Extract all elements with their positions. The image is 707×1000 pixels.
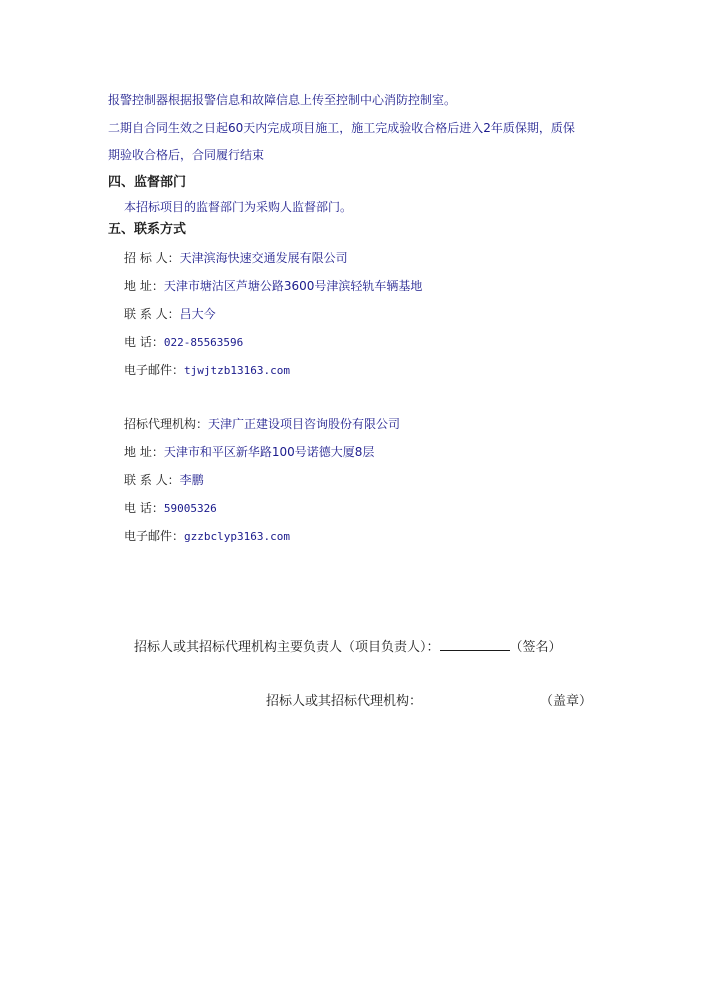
tenderer-contact: 吕大今 xyxy=(179,307,216,321)
agency-address-label: 地 址： xyxy=(124,445,164,459)
agency-contact-label: 联 系 人： xyxy=(124,473,180,487)
tenderer-contact-row xyxy=(124,306,216,322)
signature-line-responsible xyxy=(134,638,562,657)
signature-responsible-suffix: （签名） xyxy=(509,640,562,655)
tenderer-address-row xyxy=(124,278,422,294)
agency-phone: 59005326 xyxy=(163,502,217,515)
supervision-text: 本招标项目的监督部门为采购人监督部门。 xyxy=(124,200,353,214)
tenderer-phone-label: 电 话： xyxy=(124,335,164,349)
tenderer-email-label: 电子邮件： xyxy=(124,363,185,377)
tenderer-contact-label: 联 系 人： xyxy=(124,307,180,321)
tenderer-address-label: 地 址： xyxy=(124,279,164,293)
tenderer-email-row xyxy=(124,362,290,379)
agency-name: 天津广正建设项目咨询股份有限公司 xyxy=(208,417,401,431)
agency-contact-row xyxy=(124,472,204,488)
tenderer-name-label: 招 标 人： xyxy=(124,251,180,265)
agency-name-label: 招标代理机构： xyxy=(124,417,209,431)
tenderer-name-row xyxy=(124,250,348,266)
agency-email-row xyxy=(124,528,290,545)
tenderer-email[interactable]: tjwjtzb13163.com xyxy=(184,364,290,377)
tenderer-name: 天津滨海快速交通发展有限公司 xyxy=(179,251,348,265)
paragraph-alarm-upload: 报警控制器根据报警信息和故障信息上传至控制中心消防控制室。 xyxy=(108,93,457,107)
agency-phone-row xyxy=(124,500,217,517)
signature-line-seal xyxy=(266,693,592,711)
tenderer-phone: 022-85563596 xyxy=(163,336,244,349)
agency-contact: 李鹏 xyxy=(179,473,204,487)
signature-blank[interactable] xyxy=(440,638,510,651)
tenderer-phone-row xyxy=(124,334,243,351)
agency-address-row xyxy=(124,444,374,460)
agency-email[interactable]: gzzbclyp3163.com xyxy=(184,530,290,543)
signature-seal-suffix: （盖章） xyxy=(540,694,593,709)
section-heading-contact: 五、联系方式 xyxy=(108,222,187,237)
signature-responsible-text: 招标人或其招标代理机构主要负责人（项目负责人）： xyxy=(134,640,440,655)
signature-seal-text: 招标人或其招标代理机构： xyxy=(266,694,423,709)
agency-address: 天津市和平区新华路100号诺德大厦8层 xyxy=(163,445,375,459)
tenderer-address: 天津市塘沽区芦塘公路3600号津滨轻轨车辆基地 xyxy=(163,279,423,293)
paragraph-schedule-line2: 期验收合格后，合同履行结束 xyxy=(108,148,265,162)
agency-phone-label: 电 话： xyxy=(124,501,164,515)
paragraph-schedule-line1: 二期自合同生效之日起60天内完成项目施工，施工完成验收合格后进入2年质保期，质保 xyxy=(108,121,575,135)
section-heading-supervision: 四、监督部门 xyxy=(108,175,187,190)
agency-email-label: 电子邮件： xyxy=(124,529,185,543)
agency-name-row xyxy=(124,416,400,432)
